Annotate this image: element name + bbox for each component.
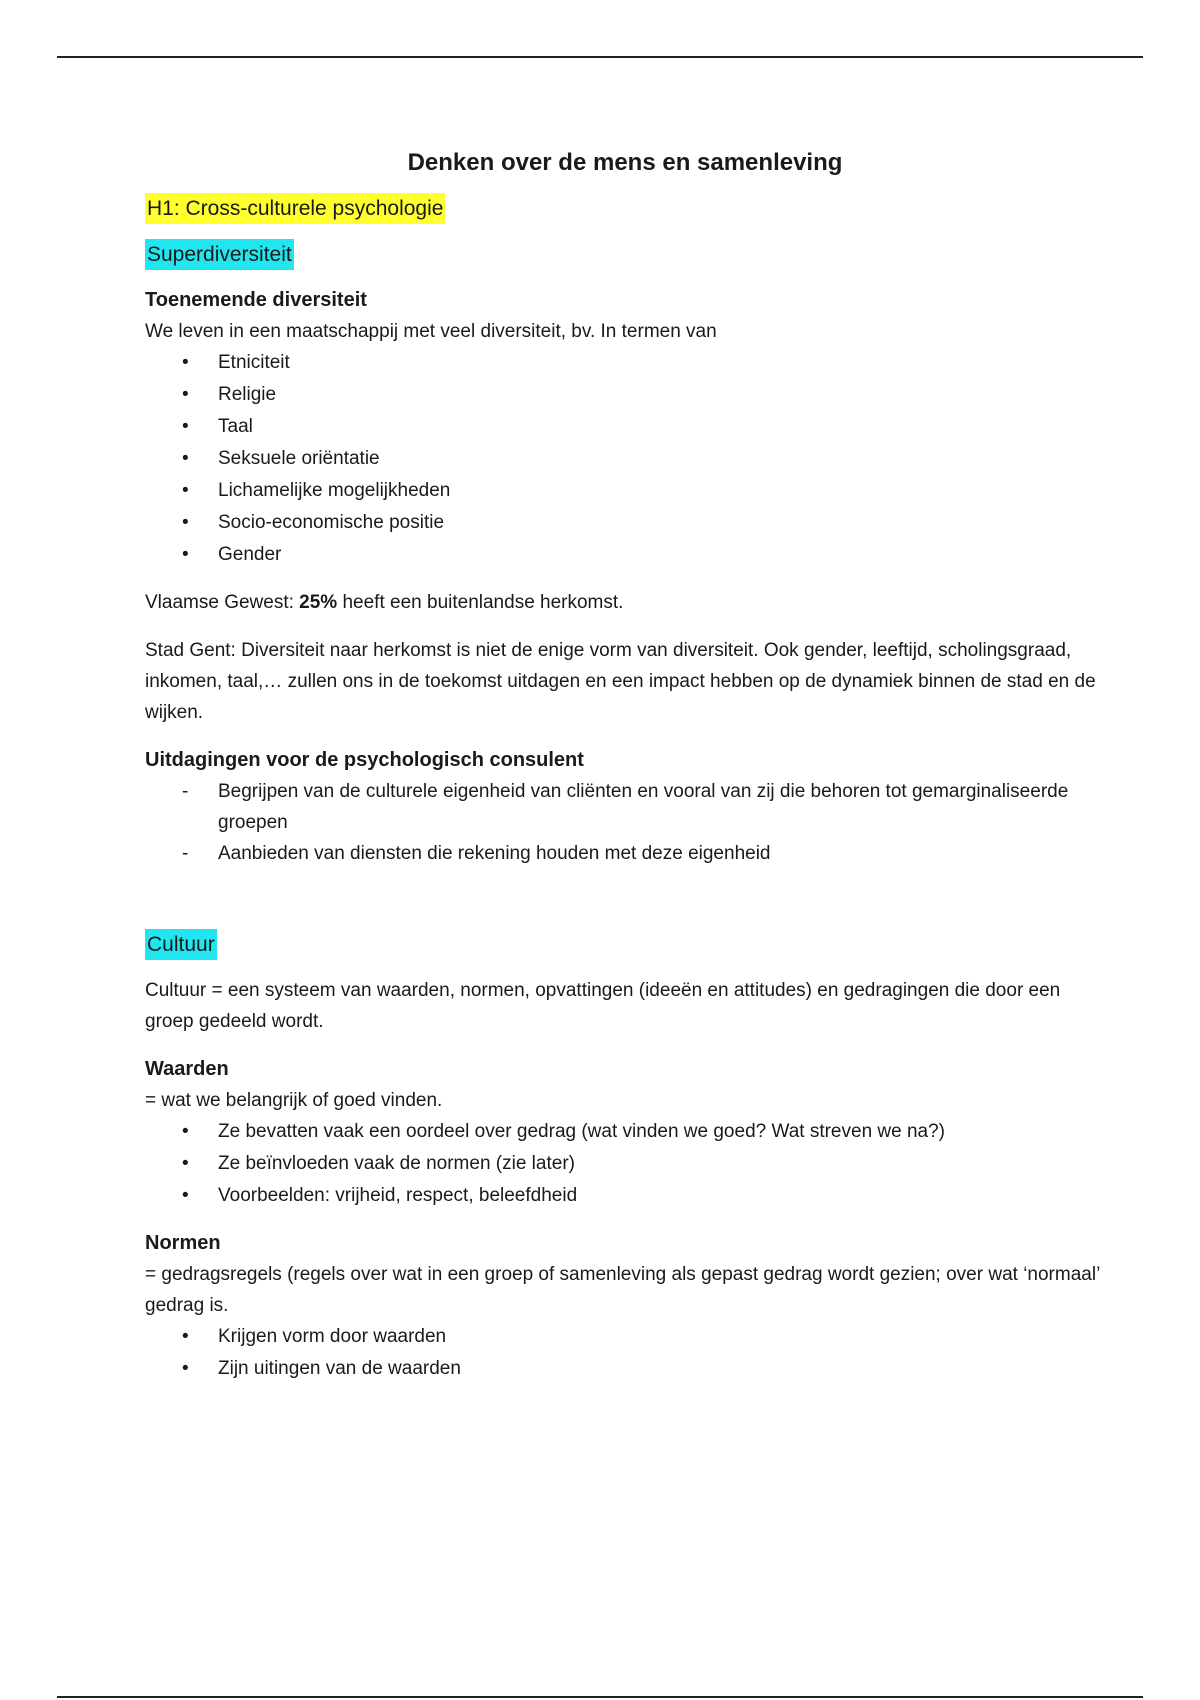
list-item-text: Zijn uitingen van de waarden bbox=[218, 1358, 461, 1379]
list-item-text: Krijgen vorm door waarden bbox=[218, 1326, 447, 1347]
bullet-marker: • bbox=[182, 1121, 189, 1142]
vlaams-suffix: heeft een buitenlandse herkomst. bbox=[337, 592, 624, 613]
bullet-marker: • bbox=[182, 1153, 189, 1174]
list-item-text: Aanbieden van diensten die rekening houden met deze eigenheid bbox=[218, 843, 771, 864]
bullet-marker: • bbox=[182, 480, 189, 501]
list-item-text: Taal bbox=[218, 416, 253, 437]
list-item bbox=[145, 507, 1105, 539]
section-spacer bbox=[145, 885, 1105, 919]
list-item bbox=[145, 1116, 1105, 1148]
bullet-marker: • bbox=[182, 352, 189, 373]
paragraph-normen-definition: = gedragsregels (regels over wat in een groep of samenleving als gepast gedrag wordt gezien; over wat ‘normaal’ gedrag is. bbox=[145, 1264, 1100, 1316]
paragraph-stad-gent: Stad Gent: Diversiteit naar herkomst is niet de enige vorm van diversiteit. Ook gender, leeftijd, scholingsgraad, inkomen, taal,… zullen ons in de toekomst uitdagen en een impact hebben op de dynamiek binnen de stad en de wijken. bbox=[145, 640, 1096, 723]
paragraph-cultuur-definition: Cultuur = een systeem van waarden, normen, opvattingen (ideeën en attitudes) en gedragingen die door een groep gedeeld wordt. bbox=[145, 980, 1061, 1032]
bullet-marker: • bbox=[182, 448, 189, 469]
uitdagingen-list bbox=[145, 776, 1105, 869]
bullet-marker: • bbox=[182, 1185, 189, 1206]
dash-marker: - bbox=[182, 843, 189, 864]
list-item bbox=[145, 347, 1105, 379]
list-item bbox=[145, 838, 1105, 869]
normen-list bbox=[145, 1321, 1105, 1385]
section-heading-text: Cultuur bbox=[145, 929, 217, 960]
list-item bbox=[145, 1321, 1105, 1353]
list-item-text: Gender bbox=[218, 544, 282, 565]
document-title: Denken over de mens en samenleving bbox=[407, 149, 843, 176]
list-item bbox=[145, 539, 1105, 571]
subheading-uitdagingen: Uitdagingen voor de psychologisch consulent bbox=[145, 749, 584, 771]
list-item bbox=[145, 411, 1105, 443]
section-heading-superdiversiteit bbox=[145, 239, 1105, 271]
paragraph-vlaams-gewest bbox=[145, 587, 1105, 618]
subheading-toenemende-diversiteit: Toenemende diversiteit bbox=[145, 289, 367, 311]
section-heading-text: Superdiversiteit bbox=[145, 239, 294, 270]
subheading-normen: Normen bbox=[145, 1232, 221, 1254]
waarden-list bbox=[145, 1116, 1105, 1212]
list-item-text: Ze bevatten vaak een oordeel over gedrag (wat vinden we goed? Wat streven we na?) bbox=[218, 1121, 946, 1142]
bullet-marker: • bbox=[182, 512, 189, 533]
vlaams-prefix: Vlaamse Gewest: bbox=[145, 592, 300, 613]
bullet-marker: • bbox=[182, 416, 189, 437]
list-item bbox=[145, 443, 1105, 475]
list-item-text: Ze beïnvloeden vaak de normen (zie later) bbox=[218, 1153, 575, 1174]
list-item bbox=[145, 1148, 1105, 1180]
vlaams-percentage: 25% bbox=[299, 592, 338, 613]
paragraph-waarden-definition: = wat we belangrijk of goed vinden. bbox=[145, 1090, 443, 1111]
list-item-text: Seksuele oriëntatie bbox=[218, 448, 380, 469]
diversity-list bbox=[145, 347, 1105, 571]
list-item-text: Religie bbox=[218, 384, 277, 405]
bullet-marker: • bbox=[182, 1358, 189, 1379]
list-item bbox=[145, 379, 1105, 411]
list-item-text: Begrijpen van de culturele eigenheid van cliënten en vooral van zij die behoren tot gemarginaliseerde groepen bbox=[218, 781, 1069, 833]
bullet-marker: • bbox=[182, 384, 189, 405]
footer-rule bbox=[57, 1696, 1143, 1698]
list-item-text: Lichamelijke mogelijkheden bbox=[218, 480, 451, 501]
list-item bbox=[145, 475, 1105, 507]
dash-marker: - bbox=[182, 781, 189, 802]
paragraph-intro: We leven in een maatschappij met veel diversiteit, bv. In termen van bbox=[145, 321, 717, 342]
list-item-text: Voorbeelden: vrijheid, respect, beleefdheid bbox=[218, 1185, 578, 1206]
bullet-marker: • bbox=[182, 544, 189, 565]
list-item bbox=[145, 1180, 1105, 1212]
list-item bbox=[145, 776, 1105, 838]
list-item-text: Socio-economische positie bbox=[218, 512, 445, 533]
chapter-heading bbox=[145, 193, 1105, 225]
list-item bbox=[145, 1353, 1105, 1385]
list-item-text: Etniciteit bbox=[218, 352, 290, 373]
section-heading-cultuur bbox=[145, 929, 1105, 961]
document-body bbox=[145, 145, 1105, 1401]
bullet-marker: • bbox=[182, 1326, 189, 1347]
subheading-waarden: Waarden bbox=[145, 1058, 229, 1080]
chapter-heading-text: H1: Cross-culturele psychologie bbox=[145, 193, 445, 224]
header-rule bbox=[57, 56, 1143, 58]
